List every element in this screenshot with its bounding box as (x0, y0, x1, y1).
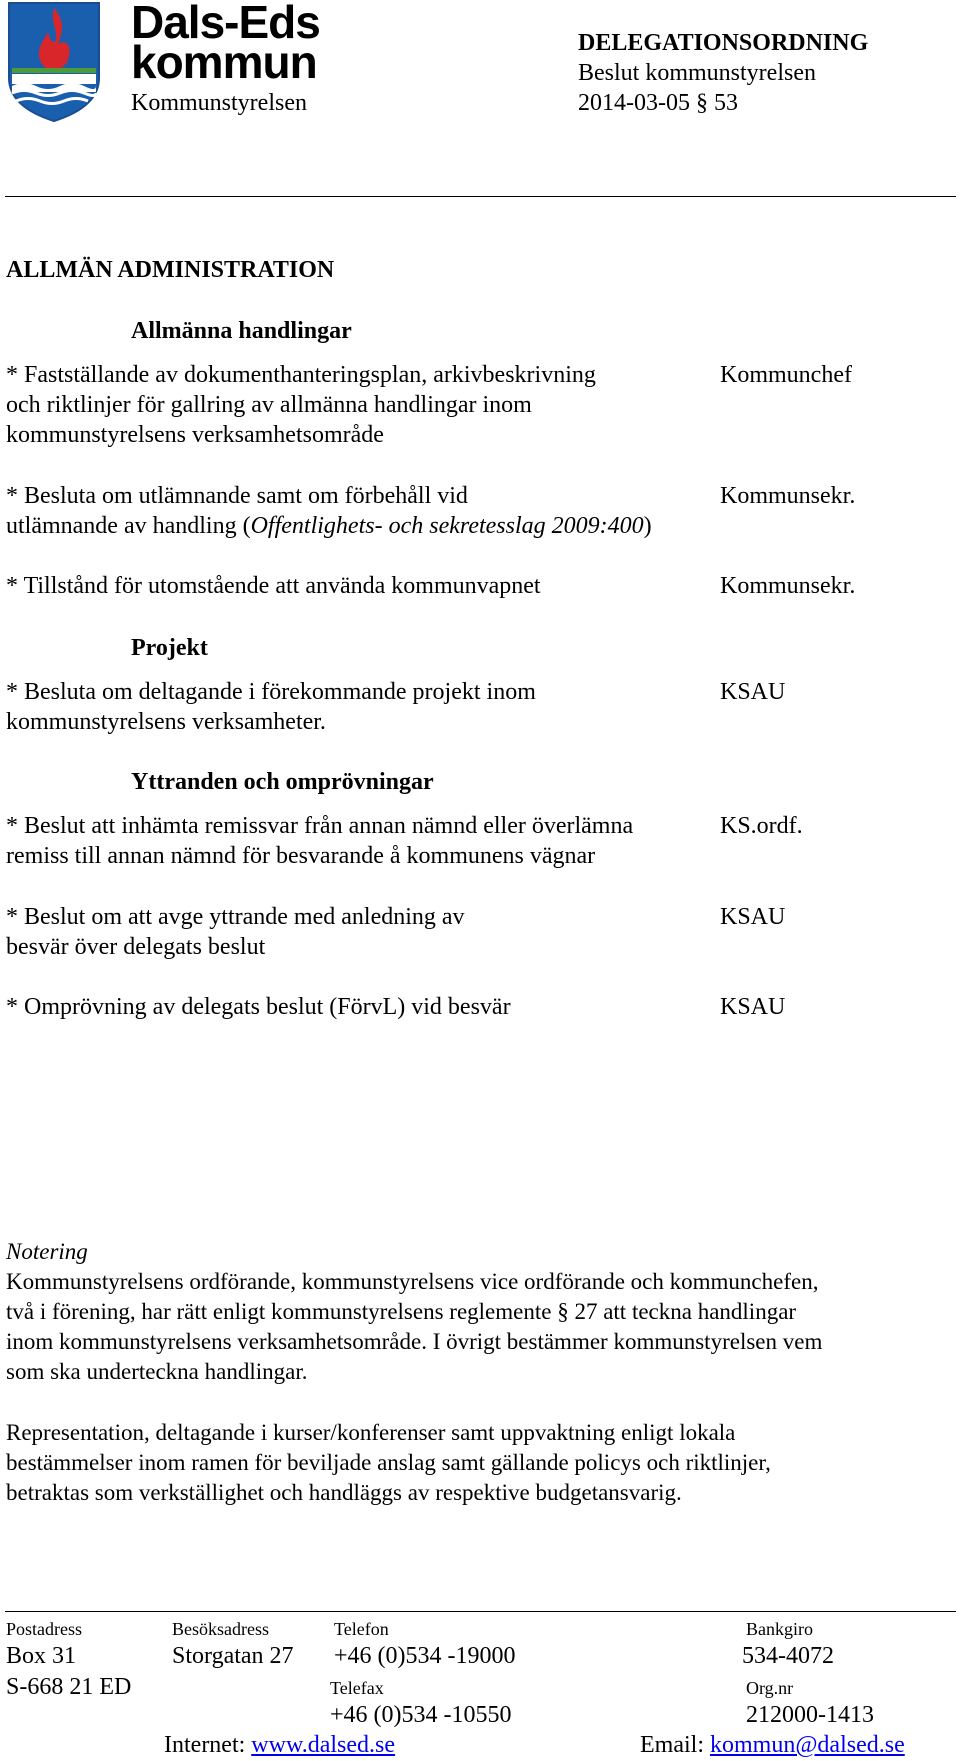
footer-postadress-line2: S-668 21 ED (6, 1674, 132, 1700)
note-line: som ska underteckna handlingar. (6, 1359, 308, 1384)
municipal-coat-of-arms-icon (6, 0, 102, 124)
footer-divider (5, 1611, 956, 1612)
item-text-line: remiss till annan nämnd för besvarande å kommunens vägnar (6, 843, 596, 869)
item-delegate: KSAU (720, 679, 786, 705)
group-heading-yttranden: Yttranden och omprövningar (131, 769, 434, 795)
item-delegate: KSAU (720, 904, 786, 930)
footer-bankgiro: 534-4072 (742, 1643, 834, 1669)
law-reference: Offentlighets- och sekretesslag 2009:400 (250, 513, 644, 539)
logo-name-line1: Dals-Eds (131, 0, 320, 48)
logo-name-line2: kommun (131, 36, 317, 88)
note-line: Kommunstyrelsens ordförande, kommunstyrelsens vice ordförande och kommunchefen, (6, 1269, 819, 1294)
note-line: inom kommunstyrelsens verksamhetsområde. I övrigt bestämmer kommunstyrelsen vem (6, 1329, 823, 1354)
item-text-line: kommunstyrelsens verksamhetsområde (6, 422, 384, 448)
item-text-line: * Beslut om att avge yttrande med anledning av (6, 904, 465, 930)
note-line: Representation, deltagande i kurser/konferenser samt uppvaktning enligt lokala (6, 1420, 736, 1445)
email-link[interactable]: kommun@dalsed.se (709, 1732, 905, 1758)
footer-email-label: Email: (640, 1732, 710, 1758)
doc-subtitle: Beslut kommunstyrelsen (578, 60, 816, 86)
note-line: två i förening, har rätt enligt kommunstyrelsens reglemente § 27 att teckna handlingar (6, 1299, 797, 1324)
item-text-line: * Fastställande av dokumenthanteringsplan, arkivbeskrivning (6, 362, 596, 388)
note-line: betraktas som verkställighet och handläggs av respektive budgetansvarig. (6, 1480, 682, 1505)
item-text-line: och riktlinjer för gallring av allmänna handlingar inom (6, 392, 532, 418)
doc-date: 2014-03-05 § 53 (578, 90, 738, 116)
footer-besoksadress-label: Besöksadress (172, 1619, 269, 1639)
footer-orgnr: 212000-1413 (746, 1702, 874, 1728)
footer-bankgiro-label: Bankgiro (746, 1619, 813, 1639)
group-heading-projekt: Projekt (131, 635, 208, 661)
item-text-line: kommunstyrelsens verksamheter. (6, 709, 326, 735)
doc-title: DELEGATIONSORDNING (578, 30, 869, 56)
group-heading-allmanna-handlingar: Allmänna handlingar (131, 318, 352, 344)
note-line: bestämmelser inom ramen för beviljade anslag samt gällande policys och riktlinjer, (6, 1450, 771, 1475)
footer-telefon-label: Telefon (334, 1619, 389, 1639)
item-text-line-with-law-reference (6, 511, 652, 541)
item-delegate: KSAU (720, 994, 786, 1020)
header-divider (5, 196, 956, 197)
item-delegate: Kommunsekr. (720, 483, 856, 509)
item-text-line: * Beslut att inhämta remissvar från annan nämnd eller överlämna (6, 813, 634, 839)
item-text-line: * Tillstånd för utomstående att använda kommunvapnet (6, 573, 541, 599)
note-title: Notering (6, 1239, 88, 1264)
section-title: ALLMÄN ADMINISTRATION (6, 257, 335, 283)
footer-postadress-line1: Box 31 (6, 1643, 77, 1669)
item-delegate: KS.ordf. (720, 813, 803, 839)
law-prefix: utlämnande av handling ( (6, 513, 251, 539)
website-link[interactable]: www.dalsed.se (251, 1732, 396, 1758)
item-text-line: besvär över delegats beslut (6, 934, 266, 960)
footer-besoksadress: Storgatan 27 (172, 1643, 294, 1669)
footer-email (640, 1731, 905, 1759)
logo-unit: Kommunstyrelsen (131, 90, 307, 116)
item-text-line: * Besluta om utlämnande samt om förbehåll vid (6, 483, 468, 509)
item-text-line: * Besluta om deltagande i förekommande projekt inom (6, 679, 536, 705)
logo-wordmark (131, 0, 320, 88)
footer-internet (164, 1731, 395, 1759)
footer-telefax: +46 (0)534 -10550 (330, 1702, 512, 1728)
item-delegate: Kommunsekr. (720, 573, 856, 599)
footer-postadress-label: Postadress (6, 1619, 82, 1639)
item-delegate: Kommunchef (720, 362, 852, 388)
footer-internet-label: Internet: (164, 1732, 252, 1758)
item-text-line: * Omprövning av delegats beslut (FörvL) vid besvär (6, 994, 511, 1020)
law-suffix: ) (643, 513, 652, 539)
footer-orgnr-label: Org.nr (746, 1678, 794, 1698)
footer-telefax-label: Telefax (330, 1678, 384, 1698)
footer-telefon: +46 (0)534 -19000 (334, 1643, 516, 1669)
